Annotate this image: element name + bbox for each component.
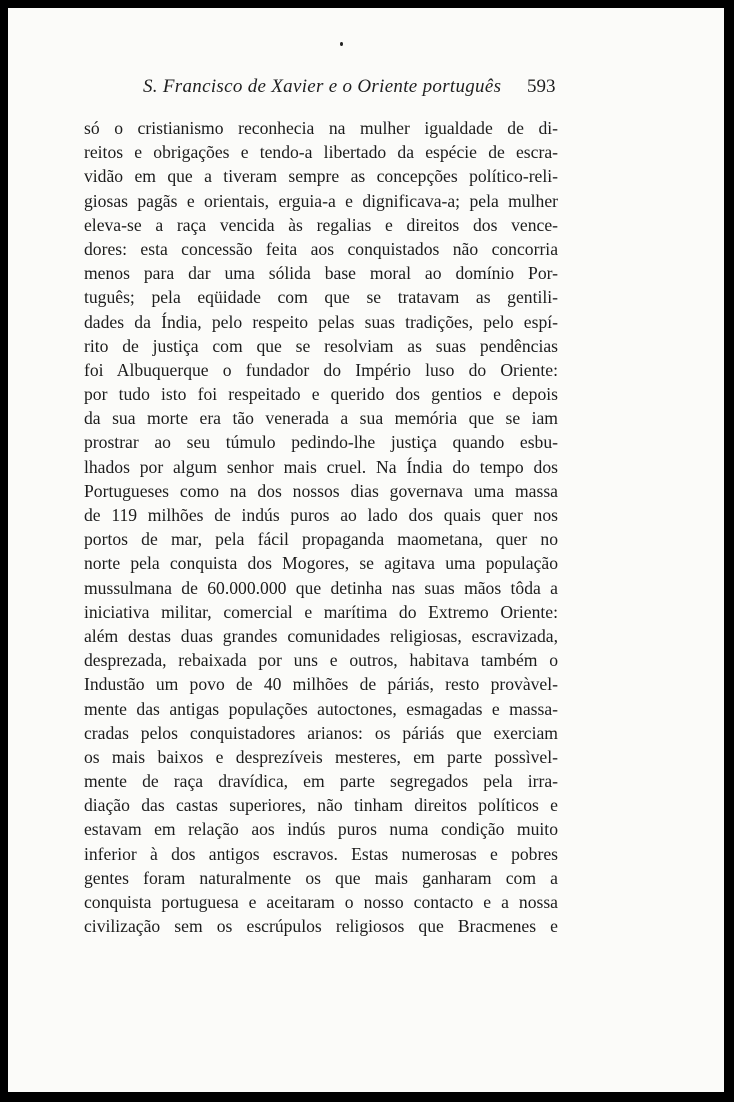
text-line: tuguês; pela eqüidade com que se tratavam as gentili-: [84, 287, 558, 308]
text-line: da sua morte era tão venerada a sua memória que se iam: [84, 408, 558, 429]
text-line: iniciativa militar, comercial e marítima do Extremo Oriente:: [84, 601, 558, 622]
text-line: menos para dar uma sólida base moral ao domínio Por-: [84, 263, 558, 284]
text-line: norte pela conquista dos Mogores, se agitava uma população: [84, 553, 558, 574]
text-line: além destas duas grandes comunidades religiosas, escravizada,: [84, 625, 558, 646]
text-line: portos de mar, pela fácil propaganda maometana, quer no: [84, 529, 558, 550]
text-line: mente das antigas populações autoctones, esmagadas e massa-: [84, 698, 558, 719]
print-speck: [340, 42, 343, 46]
text-line: mussulmana de 60.000.000 que detinha nas suas mãos tôda a: [84, 577, 558, 598]
text-line: estavam em relação aos indús puros numa condição muito: [84, 819, 558, 840]
text-line: civilização sem os escrúpulos religiosos que Bracmenes e: [84, 916, 558, 937]
scanned-page: [8, 8, 724, 1092]
text-line: os mais baixos e desprezíveis mesteres, em parte possìvel-: [84, 746, 558, 767]
text-line: por tudo isto foi respeitado e querido dos gentios e depois: [84, 384, 558, 405]
text-line: gentes foram naturalmente os que mais ganharam com a: [84, 867, 558, 888]
text-line: rito de justiça com que se resolviam as suas pendências: [84, 335, 558, 356]
page-number: 593: [527, 76, 556, 97]
text-line: foi Albuquerque o fundador do Império luso do Oriente:: [84, 359, 558, 380]
text-line: reitos e obrigações e tendo-a libertado da espécie de escra-: [84, 142, 558, 163]
text-line: lhados por algum senhor mais cruel. Na Índia do tempo dos: [84, 456, 558, 477]
text-line: Portugueses como na dos nossos dias governava uma massa: [84, 480, 558, 501]
text-line: Industão um povo de 40 milhões de páriás, resto provàvel-: [84, 674, 558, 695]
text-line: vidão em que a tiveram sempre as concepções político-reli-: [84, 166, 558, 187]
text-line: giosas pagãs e orientais, erguia-a e dignificava-a; pela mulher: [84, 190, 558, 211]
text-line: inferior à dos antigos escravos. Estas numerosas e pobres: [84, 843, 558, 864]
text-line: desprezada, rebaixada por uns e outros, habitava também o: [84, 650, 558, 671]
text-line: cradas pelos conquistadores arianos: os páriás que exerciam: [84, 722, 558, 743]
text-line: de 119 milhões de indús puros ao lado dos quais quer nos: [84, 505, 558, 525]
running-title: S. Francisco de Xavier e o Oriente português: [143, 76, 502, 97]
text-line: prostrar ao seu túmulo pedindo-lhe justiça quando esbu-: [84, 432, 558, 453]
text-line: eleva-se a raça vencida às regalias e direitos dos vence-: [84, 214, 558, 235]
text-line: mente de raça dravídica, em parte segregados pela irra-: [84, 771, 558, 792]
text-line: diação das castas superiores, não tinham direitos políticos e: [84, 795, 558, 816]
text-line: dores: esta concessão feita aos conquistados não concorria: [84, 238, 558, 259]
body-text: [84, 116, 558, 938]
running-head: [8, 76, 724, 100]
text-line: só o cristianismo reconhecia na mulher igualdade de di-: [84, 118, 558, 138]
text-line: conquista portuguesa e aceitaram o nosso contacto e a nossa: [84, 892, 558, 912]
text-line: dades da Índia, pelo respeito pelas suas tradições, pelo espí-: [84, 311, 558, 332]
